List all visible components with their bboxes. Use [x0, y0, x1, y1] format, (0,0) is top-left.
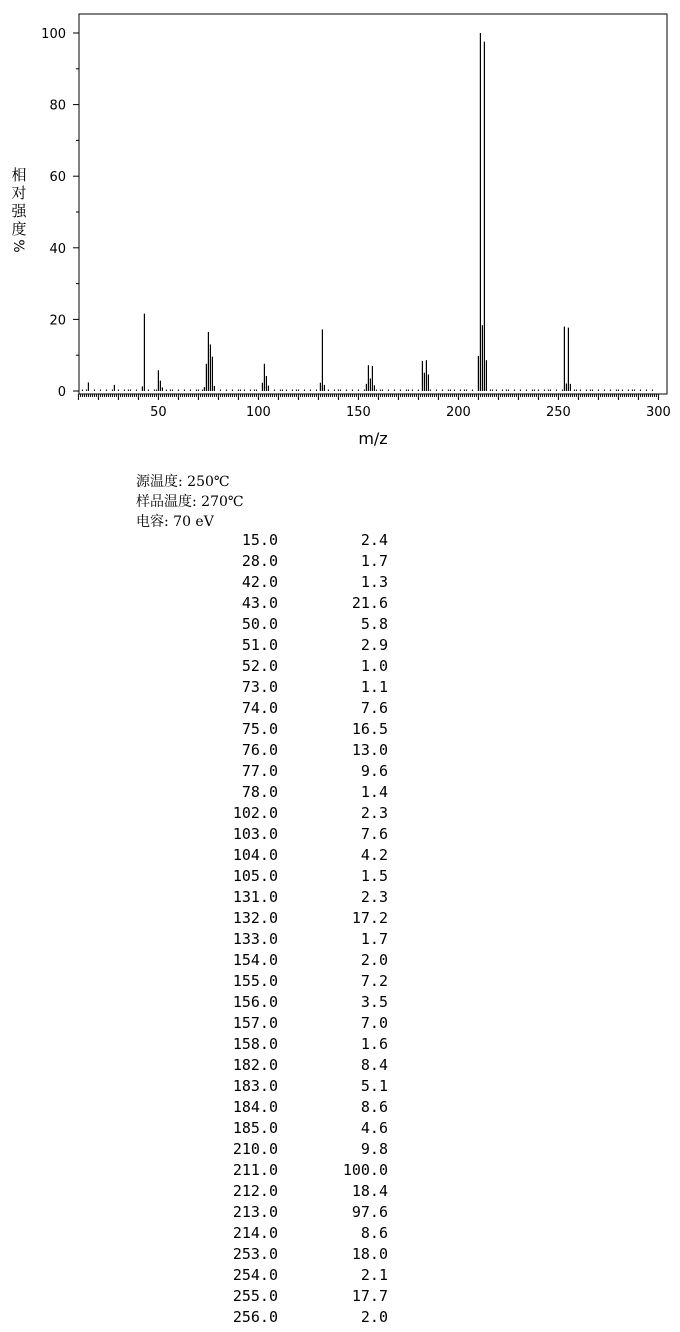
x-tick-label: 50 — [150, 405, 167, 420]
peak-mz: 73.0 — [241, 678, 278, 696]
table-row — [136, 803, 388, 824]
table-row — [136, 656, 388, 677]
sample-temperature: 样品温度: 270℃ — [136, 494, 244, 510]
peak-mz: 105.0 — [232, 867, 278, 885]
table-row — [136, 1244, 388, 1265]
table-row — [136, 635, 388, 656]
table-row — [136, 1034, 388, 1055]
y-axis-label-char: 度 — [11, 220, 27, 238]
peak-mz: 76.0 — [241, 741, 278, 759]
peak-intensity: 7.0 — [360, 1014, 388, 1032]
peak-intensity: 18.0 — [351, 1245, 388, 1263]
peak-intensity: 1.4 — [360, 783, 388, 801]
peak-mz: 75.0 — [241, 720, 278, 738]
x-tick-label: 150 — [345, 405, 371, 420]
y-tick-label: 20 — [49, 313, 66, 329]
peak-mz: 254.0 — [232, 1266, 278, 1284]
peak-intensity: 1.5 — [360, 867, 388, 885]
table-row — [136, 1055, 388, 1076]
x-tick-label: 200 — [445, 405, 471, 420]
peak-mz: 184.0 — [232, 1098, 278, 1116]
peak-intensity: 3.5 — [360, 993, 388, 1011]
peak-mz: 211.0 — [232, 1161, 278, 1179]
table-row — [136, 971, 388, 992]
peak-intensity: 2.4 — [360, 531, 388, 549]
peak-mz: 213.0 — [232, 1203, 278, 1221]
peak-intensity: 7.2 — [360, 972, 388, 990]
y-axis-unit: % — [10, 239, 26, 253]
table-row — [136, 1118, 388, 1139]
peak-mz: 131.0 — [232, 888, 278, 906]
peak-table — [136, 530, 388, 1328]
table-row — [136, 1286, 388, 1307]
peak-intensity: 1.7 — [360, 930, 388, 948]
table-row — [136, 950, 388, 971]
peak-mz: 103.0 — [232, 825, 278, 843]
y-tick-label: 100 — [41, 27, 66, 42]
table-row — [136, 761, 388, 782]
peak-intensity: 7.6 — [360, 825, 388, 843]
peak-intensity: 2.3 — [360, 888, 388, 906]
peak-intensity: 2.0 — [360, 951, 388, 969]
table-row — [136, 614, 388, 635]
peak-intensity: 1.0 — [360, 657, 388, 675]
table-row — [136, 719, 388, 740]
plot-area-frame — [79, 14, 667, 394]
peak-mz: 15.0 — [241, 531, 278, 549]
peak-intensity: 13.0 — [351, 741, 388, 759]
table-row — [136, 1307, 388, 1328]
peak-intensity: 2.1 — [360, 1266, 388, 1284]
table-row — [136, 677, 388, 698]
table-row — [136, 992, 388, 1013]
y-axis-label-char: 对 — [11, 184, 27, 202]
table-row — [136, 824, 388, 845]
ionization-voltage: 电容: 70 eV — [136, 514, 214, 530]
table-row — [136, 530, 388, 551]
peak-intensity: 21.6 — [351, 594, 388, 612]
peak-mz: 28.0 — [241, 552, 278, 570]
peak-intensity: 17.7 — [351, 1287, 388, 1305]
mass-spectrum-chart — [0, 0, 680, 460]
table-row — [136, 698, 388, 719]
table-row — [136, 1076, 388, 1097]
peak-mz: 104.0 — [232, 846, 278, 864]
x-tick-label: 250 — [545, 405, 571, 420]
y-axis-label-char: 相 — [11, 166, 27, 184]
peak-mz: 253.0 — [232, 1245, 278, 1263]
peak-intensity: 9.8 — [360, 1140, 388, 1158]
peak-intensity: 1.3 — [360, 573, 388, 591]
table-row — [136, 1181, 388, 1202]
y-tick-label: 0 — [57, 385, 66, 400]
peak-mz: 157.0 — [232, 1014, 278, 1032]
peak-intensity: 1.1 — [360, 678, 388, 696]
x-axis-label: m/z — [358, 429, 388, 448]
peak-mz: 212.0 — [232, 1182, 278, 1200]
peak-intensity: 7.6 — [360, 699, 388, 717]
table-row — [136, 929, 388, 950]
y-tick-label: 40 — [49, 241, 66, 257]
x-tick-label: 100 — [245, 405, 271, 420]
peak-intensity: 4.6 — [360, 1119, 388, 1137]
table-row — [136, 845, 388, 866]
peak-intensity: 2.3 — [360, 804, 388, 822]
peak-mz: 185.0 — [232, 1119, 278, 1137]
peak-mz: 102.0 — [232, 804, 278, 822]
peak-mz: 42.0 — [241, 573, 278, 591]
y-axis-label — [9, 166, 29, 238]
peak-intensity: 97.6 — [351, 1203, 388, 1221]
y-axis-label-char: 强 — [11, 202, 27, 220]
peak-mz: 214.0 — [232, 1224, 278, 1242]
table-row — [136, 908, 388, 929]
table-row — [136, 1139, 388, 1160]
peak-mz: 132.0 — [232, 909, 278, 927]
peak-mz: 52.0 — [241, 657, 278, 675]
peak-mz: 78.0 — [241, 783, 278, 801]
peak-mz: 255.0 — [232, 1287, 278, 1305]
table-row — [136, 551, 388, 572]
table-row — [136, 740, 388, 761]
peak-intensity: 9.6 — [360, 762, 388, 780]
peak-intensity: 16.5 — [351, 720, 388, 738]
peak-mz: 133.0 — [232, 930, 278, 948]
peak-intensity: 18.4 — [351, 1182, 388, 1200]
peak-intensity: 8.6 — [360, 1224, 388, 1242]
peak-mz: 43.0 — [241, 594, 278, 612]
peak-mz: 77.0 — [241, 762, 278, 780]
peak-intensity: 2.9 — [360, 636, 388, 654]
y-tick-label: 80 — [49, 98, 66, 114]
peak-intensity: 1.6 — [360, 1035, 388, 1053]
peak-mz: 50.0 — [241, 615, 278, 633]
x-tick-label: 300 — [645, 405, 671, 420]
peak-intensity: 5.1 — [360, 1077, 388, 1095]
peak-mz: 256.0 — [232, 1308, 278, 1326]
table-row — [136, 1202, 388, 1223]
peak-mz: 155.0 — [232, 972, 278, 990]
peak-intensity: 1.7 — [360, 552, 388, 570]
peak-mz: 158.0 — [232, 1035, 278, 1053]
peak-mz: 74.0 — [241, 699, 278, 717]
peak-intensity: 17.2 — [351, 909, 388, 927]
peak-mz: 210.0 — [232, 1140, 278, 1158]
table-row — [136, 782, 388, 803]
peak-intensity: 2.0 — [360, 1308, 388, 1326]
peak-intensity: 100.0 — [342, 1161, 388, 1179]
peak-intensity: 8.6 — [360, 1098, 388, 1116]
peak-intensity: 8.4 — [360, 1056, 388, 1074]
table-row — [136, 1013, 388, 1034]
peak-mz: 183.0 — [232, 1077, 278, 1095]
peak-mz: 182.0 — [232, 1056, 278, 1074]
source-temperature: 源温度: 250℃ — [136, 474, 230, 490]
table-row — [136, 1160, 388, 1181]
peak-intensity: 5.8 — [360, 615, 388, 633]
table-row — [136, 866, 388, 887]
peak-mz: 154.0 — [232, 951, 278, 969]
peak-intensity: 4.2 — [360, 846, 388, 864]
table-row — [136, 1265, 388, 1286]
table-row — [136, 572, 388, 593]
y-tick-label: 60 — [49, 170, 66, 186]
table-row — [136, 887, 388, 908]
instrument-info — [136, 472, 244, 532]
table-row — [136, 1097, 388, 1118]
table-row — [136, 1223, 388, 1244]
peak-mz: 51.0 — [241, 636, 278, 654]
table-row — [136, 593, 388, 614]
peak-mz: 156.0 — [232, 993, 278, 1011]
